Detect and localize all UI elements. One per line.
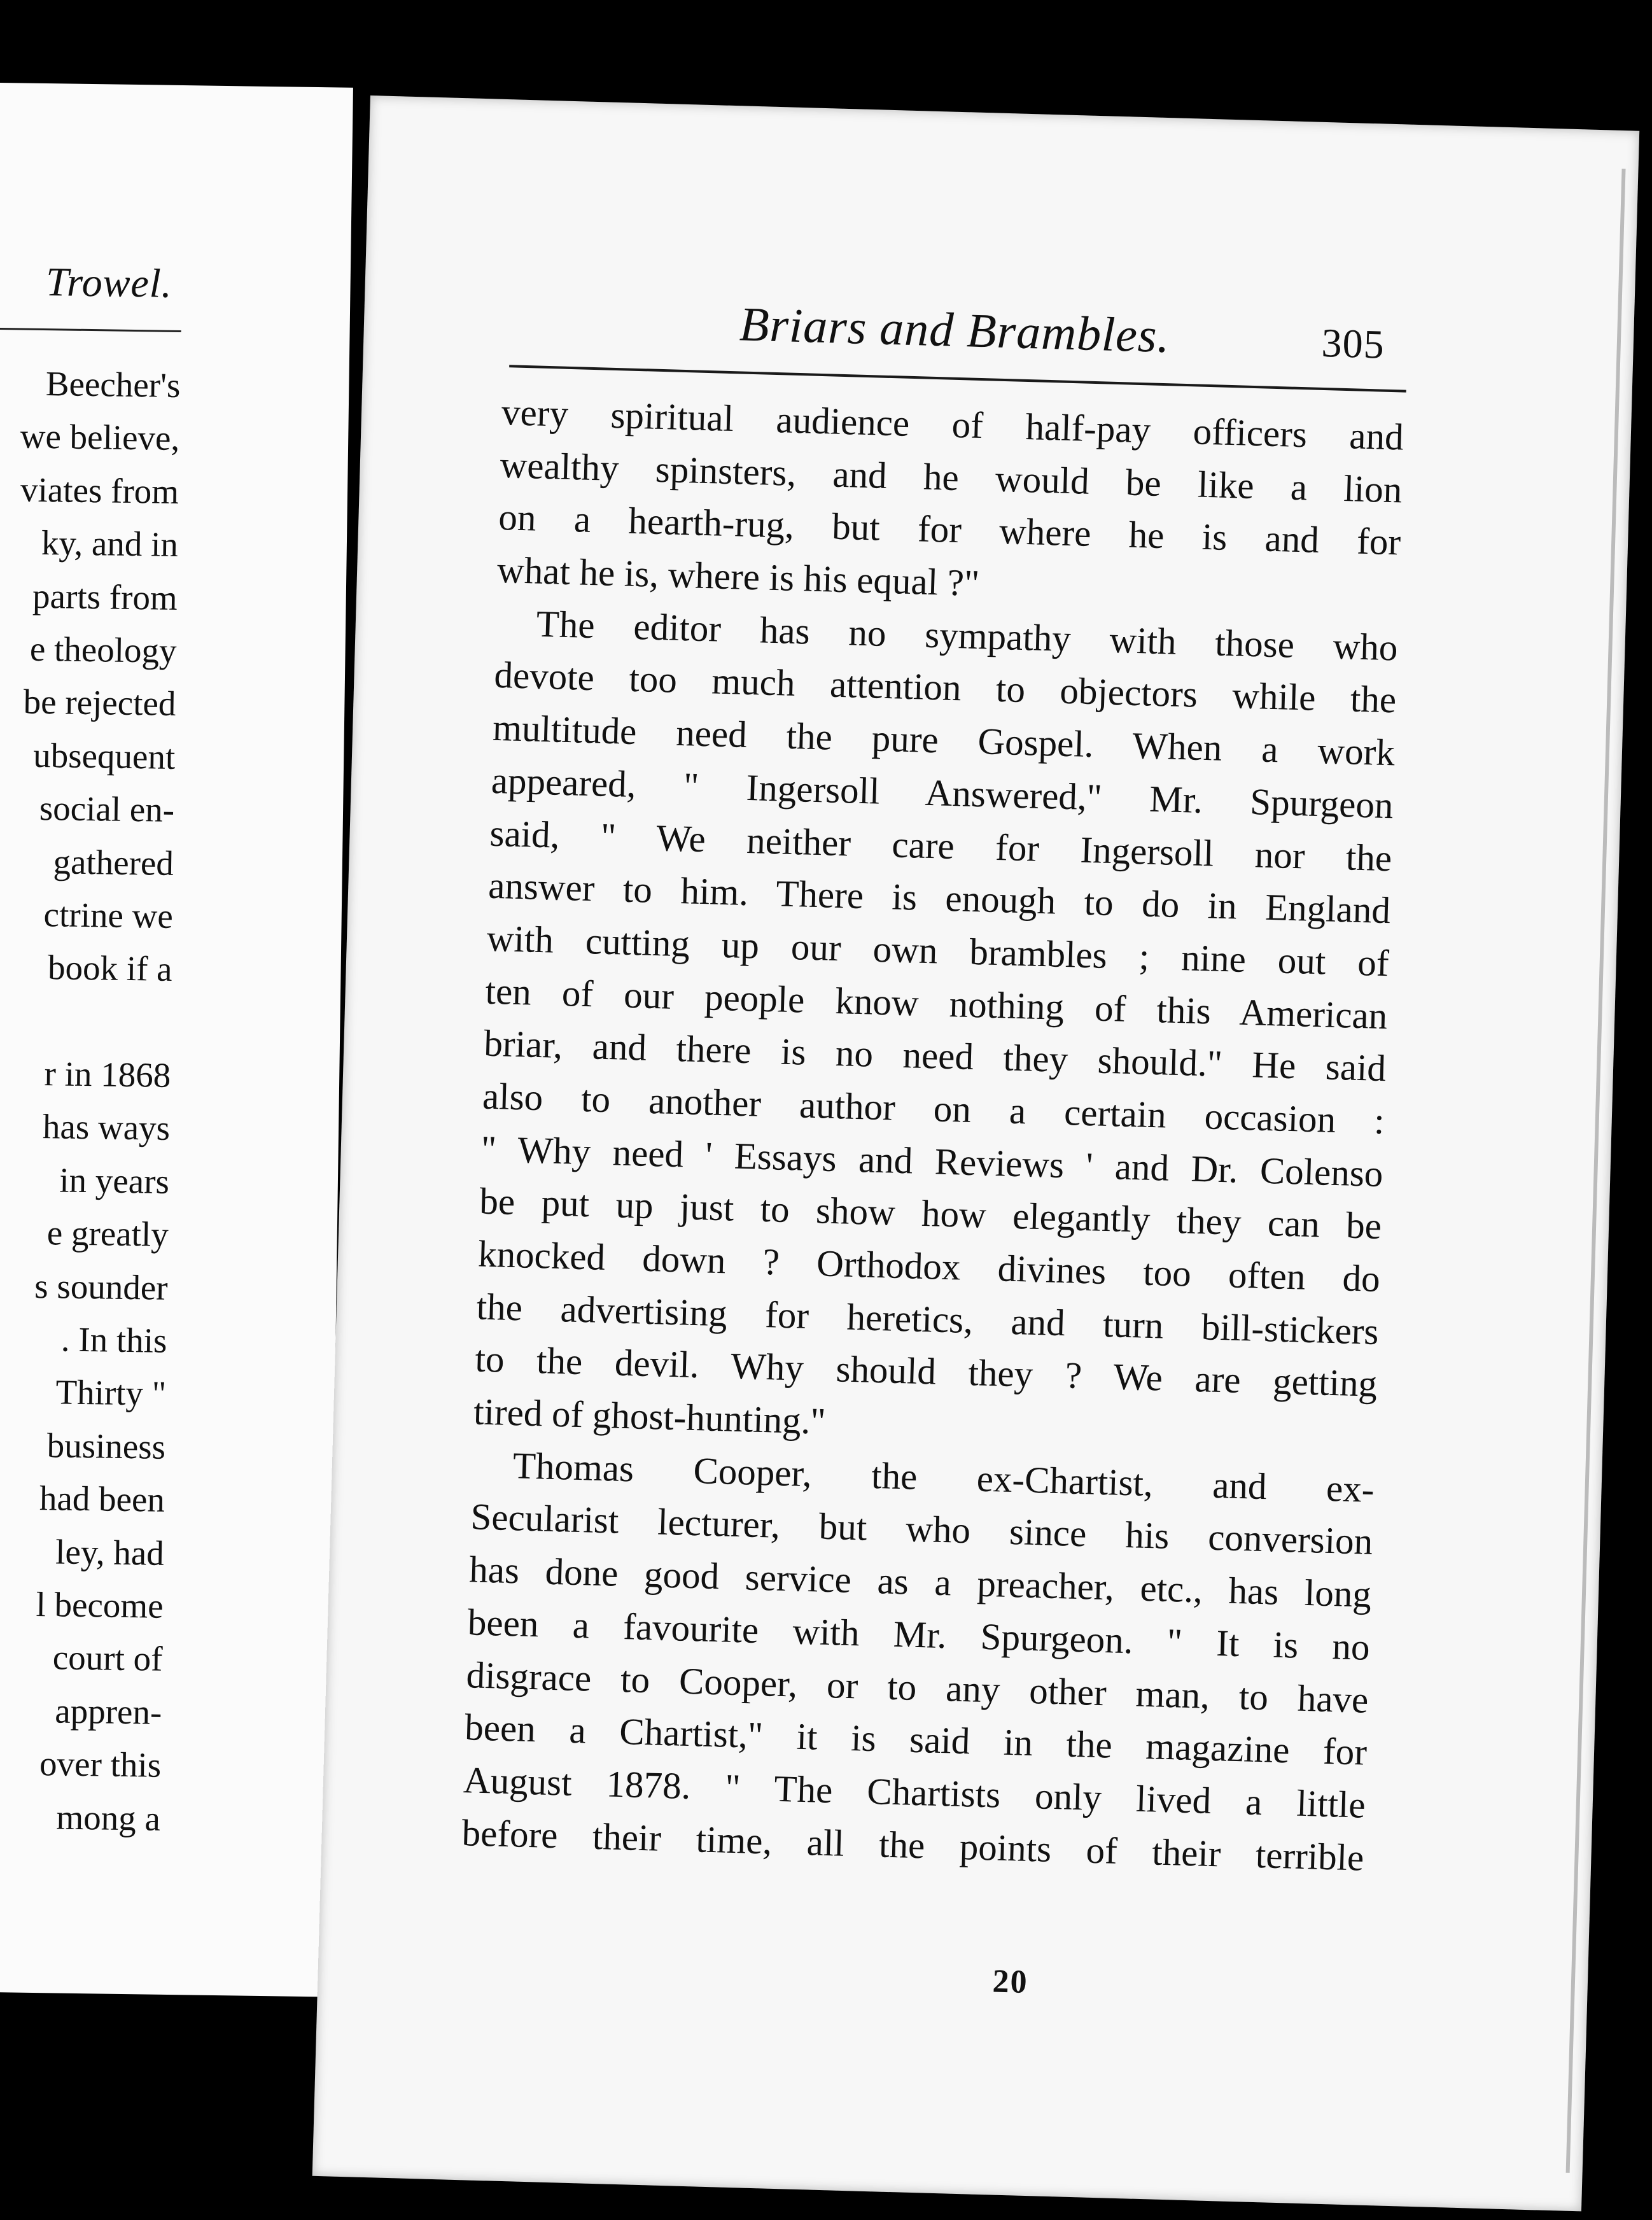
header-rule: [509, 365, 1406, 392]
left-text-line: e theology: [29, 629, 177, 670]
left-text-line: ley, had: [55, 1532, 165, 1573]
left-text-line: ky, and in: [41, 523, 179, 565]
text-line: wealthy spinsters, and he would be like a lion: [499, 443, 1403, 511]
text-line: what he is, where is his equal ?": [496, 548, 981, 605]
left-text-line: ctrine we: [43, 894, 174, 936]
left-text-line: has ways: [42, 1107, 171, 1148]
text-line: very spiritual audience of half-pay officers and: [501, 390, 1404, 458]
left-running-title: Trowel.: [45, 259, 173, 306]
left-text-line: book if a: [47, 948, 173, 989]
left-text-line: . In this: [60, 1319, 167, 1360]
text-line: before their time, all the points of their terrible: [461, 1811, 1365, 1879]
text-line: with cutting up our own brambles ; nine out of: [486, 917, 1390, 985]
text-line: knocked down ? Orthodox divines too often do: [477, 1232, 1381, 1300]
body-text: [461, 386, 1404, 1884]
text-line: " Why need ' Essays and Reviews ' and Dr. Colenso: [480, 1127, 1384, 1195]
text-line: Secularist lecturer, but who since his conversion: [470, 1495, 1374, 1563]
text-line: appeared, " Ingersoll Answered," Mr. Spurgeon: [491, 759, 1394, 827]
left-text-line: we believe,: [20, 416, 180, 458]
left-text-line: social en-: [39, 789, 175, 830]
left-text-line: Thirty ": [55, 1372, 167, 1414]
left-text-line: l become: [36, 1585, 164, 1626]
left-text-line: court of: [52, 1638, 163, 1679]
text-line: disgrace to Cooper, or to any other man, to have: [465, 1653, 1369, 1721]
left-text-line: r in 1868: [44, 1054, 171, 1095]
right-page: [312, 95, 1640, 2211]
text-line: said, " We neither care for Ingersoll nor the: [489, 811, 1393, 879]
text-line: devote too much attention to objectors while the: [493, 654, 1397, 721]
left-text-line: business: [46, 1426, 166, 1466]
left-text-line: mong a: [56, 1797, 161, 1838]
left-text-line: had been: [39, 1479, 165, 1520]
page-number: 305: [1320, 320, 1385, 367]
left-text-line: e greatly: [46, 1213, 169, 1254]
text-line: ten of our people know nothing of this American: [484, 969, 1389, 1037]
text-line: The editor has no sympathy with those who: [536, 602, 1399, 669]
text-line: Thomas Cooper, the ex-Chartist, and ex-: [512, 1444, 1375, 1510]
text-line: has done good service as a preacher, etc., has long: [468, 1548, 1372, 1615]
left-text-line: viates from: [20, 470, 179, 511]
text-line: answer to him. There is enough to do in England: [487, 864, 1391, 932]
left-text-line: s sounder: [34, 1266, 169, 1307]
left-page-text: [0, 356, 181, 1845]
running-title: Briars and Brambles.: [739, 297, 1171, 363]
text-line: be put up just to show how elegantly they can be: [479, 1179, 1382, 1247]
text-line: the advertising for heretics, and turn bill-stickers: [476, 1285, 1380, 1352]
text-line: tired of ghost-hunting.": [473, 1390, 827, 1442]
text-line: on a hearth-rug, but for where he is and for: [498, 496, 1401, 563]
text-line: to the devil. Why should they ? We are getting: [474, 1337, 1378, 1405]
left-text-line: gathered: [53, 841, 174, 883]
left-text-line: Beecher's: [45, 364, 181, 405]
left-text-line: ubsequent: [32, 735, 176, 776]
left-header-rule: [0, 328, 181, 332]
text-line: been a Chartist," it is said in the magazine for: [464, 1706, 1368, 1773]
left-text-line: appren-: [54, 1691, 162, 1732]
left-text-line: [0, 994, 172, 1049]
text-line: multitude need the pure Gospel. When a work: [492, 706, 1396, 774]
text-line: August 1878. " The Chartists only lived a little: [463, 1759, 1366, 1826]
page-edge: [1566, 169, 1626, 2173]
text-line: also to another author on a certain occasion :: [482, 1074, 1385, 1142]
text-line: been a favourite with Mr. Spurgeon. " It is no: [467, 1601, 1371, 1668]
text-line: briar, and there is no need they should." He said: [483, 1022, 1387, 1090]
left-text-line: in years: [59, 1160, 170, 1201]
left-text-line: over this: [39, 1744, 162, 1785]
left-text-line: parts from: [32, 576, 178, 617]
left-text-line: be rejected: [23, 682, 176, 724]
signature-mark: 20: [991, 1963, 1029, 2001]
left-page: [0, 83, 353, 1997]
